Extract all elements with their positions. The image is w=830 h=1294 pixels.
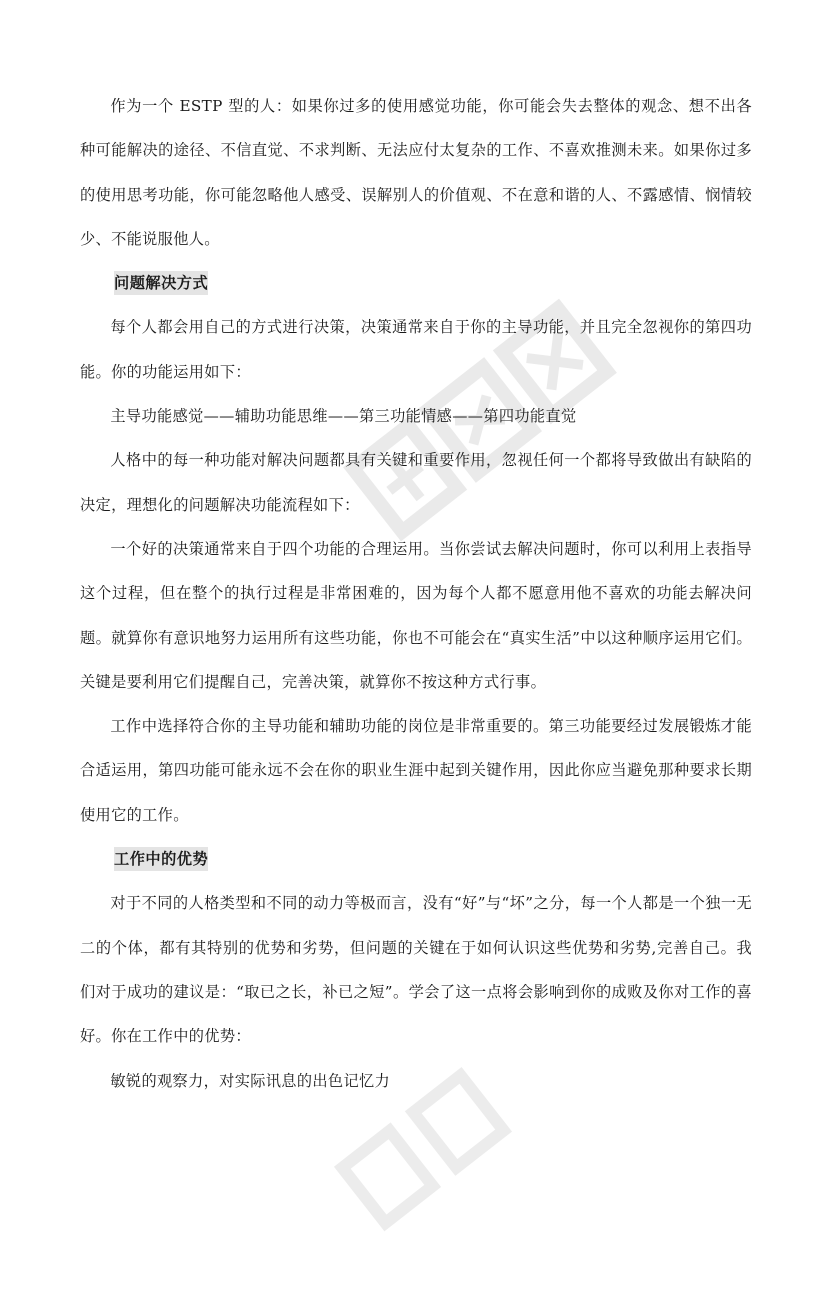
paragraph-function-importance: 人格中的每一种功能对解决问题都具有关键和重要作用，忽视任何一个都将导致做出有缺陷的决定，理想化的问题解决功能流程如下：: [80, 451, 752, 514]
paragraph-function-order: 主导功能感觉——辅助功能思维——第三功能情感——第四功能直觉: [110, 407, 577, 426]
heading-problem-solving: 问题解决方式: [112, 271, 210, 295]
section-work-strengths: [80, 837, 752, 881]
paragraph-strengths-intro: 对于不同的人格类型和不同的动力等极而言，没有“好”与“坏”之分，每一个人都是一个独一无二的个体，都有其特别的优势和劣势，但问题的关键在于如何认识这些优势和劣势,完善自己。我们对于成功的建议是：“取已之长，补已之短”。学会了这一点将会影响到你的成败及你对工作的喜好。你在工作中的优势：: [80, 894, 752, 1046]
heading-work-strengths: 工作中的优势: [112, 847, 210, 871]
paragraph-good-decision: 一个好的决策通常来自于四个功能的合理运用。当你尝试去解决问题时，你可以利用上表指导这个过程，但在整个的执行过程是非常困难的，因为每个人都不愿意用他不喜欢的功能去解决问题。就算你有意识地努力运用所有这些功能，你也不可能会在“真实生活”中以这种顺序运用它们。关键是要利用它们提醒自己，完善决策，就算你不按这种方式行事。: [80, 539, 752, 691]
paragraph-job-selection: 工作中选择符合你的主导功能和辅助功能的岗位是非常重要的。第三功能要经过发展锻炼才能合适运用，第四功能可能永远不会在你的职业生涯中起到关键作用，因此你应当避免那种要求长期使用它的工作。: [80, 717, 752, 824]
section-problem-solving: [80, 261, 752, 305]
paragraph-estp-overuse: 作为一个 ESTP 型的人：如果你过多的使用感觉功能，你可能会失去整体的观念、想不出各种可能解决的途径、不信直觉、不求判断、无法应付太复杂的工作、不喜欢推测未来。如果你过多的使用思考功能，你可能忽略他人感受、误解别人的价值观、不在意和谐的人、不露感情、悯情较少、不能说服他人。: [80, 97, 752, 248]
paragraph-decision-making: 每个人都会用自己的方式进行决策，决策通常来自于你的主导功能，并且完全忽视你的第四功能。你的功能运用如下：: [80, 318, 752, 381]
document-body: [80, 84, 752, 1103]
paragraph-strength-item-1: 敏锐的观察力，对实际讯息的出色记忆力: [110, 1071, 391, 1090]
